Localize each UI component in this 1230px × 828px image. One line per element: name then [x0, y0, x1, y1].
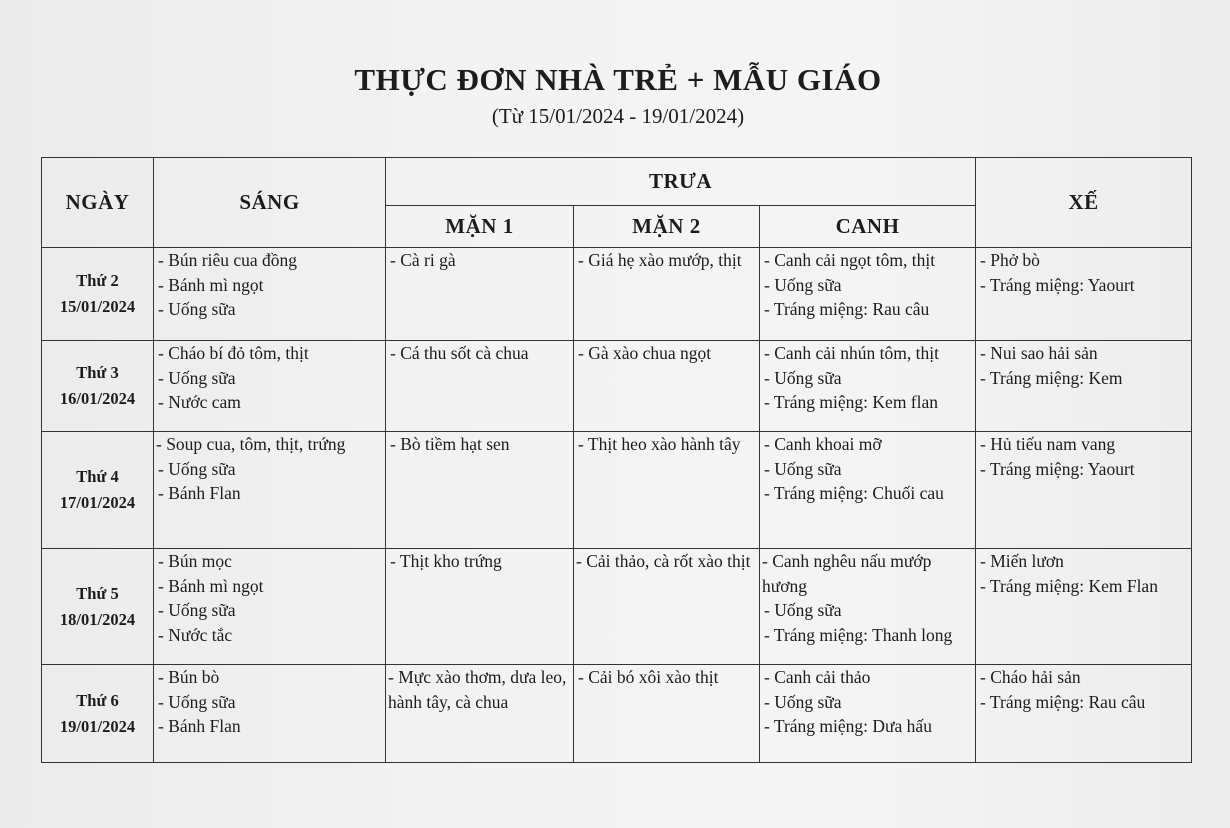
cell-man1 — [386, 248, 574, 341]
day-label: Thứ 2 — [76, 271, 119, 290]
menu-item: - Uống sữa — [158, 600, 236, 620]
menu-item: - Soup cua, tôm, thịt, trứng — [156, 434, 346, 454]
menu-item: - Tráng miệng: Chuối cau — [764, 483, 944, 503]
day-cell — [42, 341, 154, 432]
cell-man1 — [386, 341, 574, 432]
menu-item: - Miến lươn — [980, 551, 1064, 571]
cell-canh — [760, 248, 976, 341]
menu-item: - Bún mọc — [158, 551, 232, 571]
menu-item: - Tráng miệng: Rau câu — [980, 691, 1146, 712]
header-trua: TRƯA — [386, 158, 976, 206]
cell-xe — [976, 549, 1192, 665]
cell-man1 — [386, 432, 574, 549]
menu-item: - Bánh Flan — [158, 716, 241, 736]
menu-row — [42, 432, 1192, 549]
menu-item: - Cải bó xôi xào thịt — [578, 667, 719, 687]
menu-item: - Bò tiềm hạt sen — [390, 434, 510, 454]
cell-man2 — [574, 549, 760, 665]
menu-item: - Bánh mì ngọt — [158, 575, 264, 596]
day-date: 19/01/2024 — [59, 716, 136, 736]
header-xe: XẾ — [976, 158, 1192, 248]
menu-item: - Tráng miệng: Thanh long — [764, 624, 953, 645]
menu-row — [42, 665, 1192, 763]
menu-item: - Thịt heo xào hành tây — [578, 434, 741, 454]
menu-item: - Bún riêu cua đồng — [158, 250, 297, 270]
day-label: Thứ 3 — [76, 363, 119, 382]
menu-item: - Gà xào chua ngọt — [578, 343, 712, 363]
day-label: Thứ 5 — [76, 583, 119, 603]
menu-item: - Uống sữa — [158, 299, 236, 319]
menu-item: - Canh cải nhún tôm, thịt — [764, 343, 939, 363]
day-cell — [42, 665, 154, 763]
cell-canh — [760, 665, 976, 763]
menu-item: - Nước cam — [158, 392, 241, 412]
menu-item: - Uống sữa — [764, 274, 842, 295]
header-man-2: MẶN 2 — [574, 206, 760, 248]
cell-sang — [154, 549, 386, 665]
cell-sang — [154, 432, 386, 549]
cell-man2 — [574, 432, 760, 549]
menu-item: - Bánh mì ngọt — [158, 274, 264, 295]
menu-row — [42, 549, 1192, 665]
menu-item: - Cháo hải sản — [980, 667, 1081, 687]
cell-man2 — [574, 248, 760, 341]
cell-xe — [976, 665, 1192, 763]
day-cell — [42, 549, 154, 665]
cell-canh — [760, 341, 976, 432]
menu-item: - Uống sữa — [158, 691, 236, 712]
menu-item: - Tráng miệng: Rau câu — [764, 299, 930, 319]
header-canh: CANH — [760, 206, 976, 248]
page-title: THỰC ĐƠN NHÀ TRẺ + MẪU GIÁO — [354, 62, 882, 97]
menu-item: - Uống sữa — [764, 458, 842, 479]
header-ngay: NGÀY — [42, 158, 154, 248]
menu-item: - Canh cải ngọt tôm, thịt — [764, 250, 936, 270]
cell-man2 — [574, 341, 760, 432]
header-man-1: MẶN 1 — [386, 206, 574, 248]
day-label: Thứ 4 — [76, 467, 119, 486]
menu-item: - Uống sữa — [158, 458, 236, 479]
day-cell — [42, 248, 154, 341]
day-date: 17/01/2024 — [59, 493, 136, 512]
cell-xe — [976, 432, 1192, 549]
menu-item: - Cải thảo, cà rốt xào thịt — [576, 551, 751, 571]
menu-item: - Tráng miệng: Yaourt — [980, 274, 1135, 295]
menu-item: - Thịt kho trứng — [390, 551, 502, 571]
day-date: 18/01/2024 — [59, 609, 136, 629]
menu-item: - Tráng miệng: Yaourt — [980, 458, 1135, 479]
cell-man1 — [386, 665, 574, 763]
cell-sang — [154, 665, 386, 763]
menu-item: - Nui sao hải sản — [980, 343, 1098, 363]
menu-item: - Tráng miệng: Dưa hấu — [764, 716, 932, 736]
menu-item: - Tráng miệng: Kem — [980, 367, 1123, 388]
menu-item: - Hủ tiếu nam vang — [980, 434, 1116, 454]
menu-item: - Phở bò — [980, 250, 1040, 270]
menu-item: - Mực xào thơm, dưa leo, hành tây, cà chua — [388, 667, 567, 712]
menu-item: - Uống sữa — [764, 691, 842, 712]
menu-item: - Uống sữa — [158, 367, 236, 388]
menu-item: - Canh cải thảo — [764, 667, 871, 687]
menu-item: - Uống sữa — [764, 367, 842, 388]
cell-xe — [976, 248, 1192, 341]
cell-canh — [760, 549, 976, 665]
day-date: 15/01/2024 — [59, 297, 136, 316]
menu-item: - Bún bò — [158, 667, 220, 687]
menu-body — [42, 248, 1192, 763]
menu-item: - Uống sữa — [764, 600, 842, 620]
day-cell — [42, 432, 154, 549]
header-sang: SÁNG — [154, 158, 386, 248]
menu-item: - Bánh Flan — [158, 483, 241, 503]
menu-item: - Canh nghêu nấu mướp hương — [762, 551, 932, 596]
menu-item: - Cá thu sốt cà chua — [390, 343, 529, 363]
menu-item: - Tráng miệng: Kem flan — [764, 392, 939, 412]
cell-sang — [154, 341, 386, 432]
menu-item: - Giá hẹ xào mướp, thịt — [578, 250, 742, 270]
menu-item: - Canh khoai mỡ — [764, 434, 882, 454]
menu-item: - Cà ri gà — [390, 250, 456, 270]
date-range-subtitle: (Từ 15/01/2024 - 19/01/2024) — [491, 104, 745, 128]
menu-row — [42, 341, 1192, 432]
menu-item: - Cháo bí đỏ tôm, thịt — [158, 343, 309, 363]
menu-row — [42, 248, 1192, 341]
day-date: 16/01/2024 — [59, 389, 136, 408]
menu-item: - Nước tắc — [158, 624, 233, 645]
menu-item: - Tráng miệng: Kem Flan — [980, 575, 1158, 596]
cell-man1 — [386, 549, 574, 665]
cell-xe — [976, 341, 1192, 432]
menu-table — [41, 157, 1192, 763]
cell-man2 — [574, 665, 760, 763]
cell-canh — [760, 432, 976, 549]
day-label: Thứ 6 — [76, 690, 119, 710]
cell-sang — [154, 248, 386, 341]
